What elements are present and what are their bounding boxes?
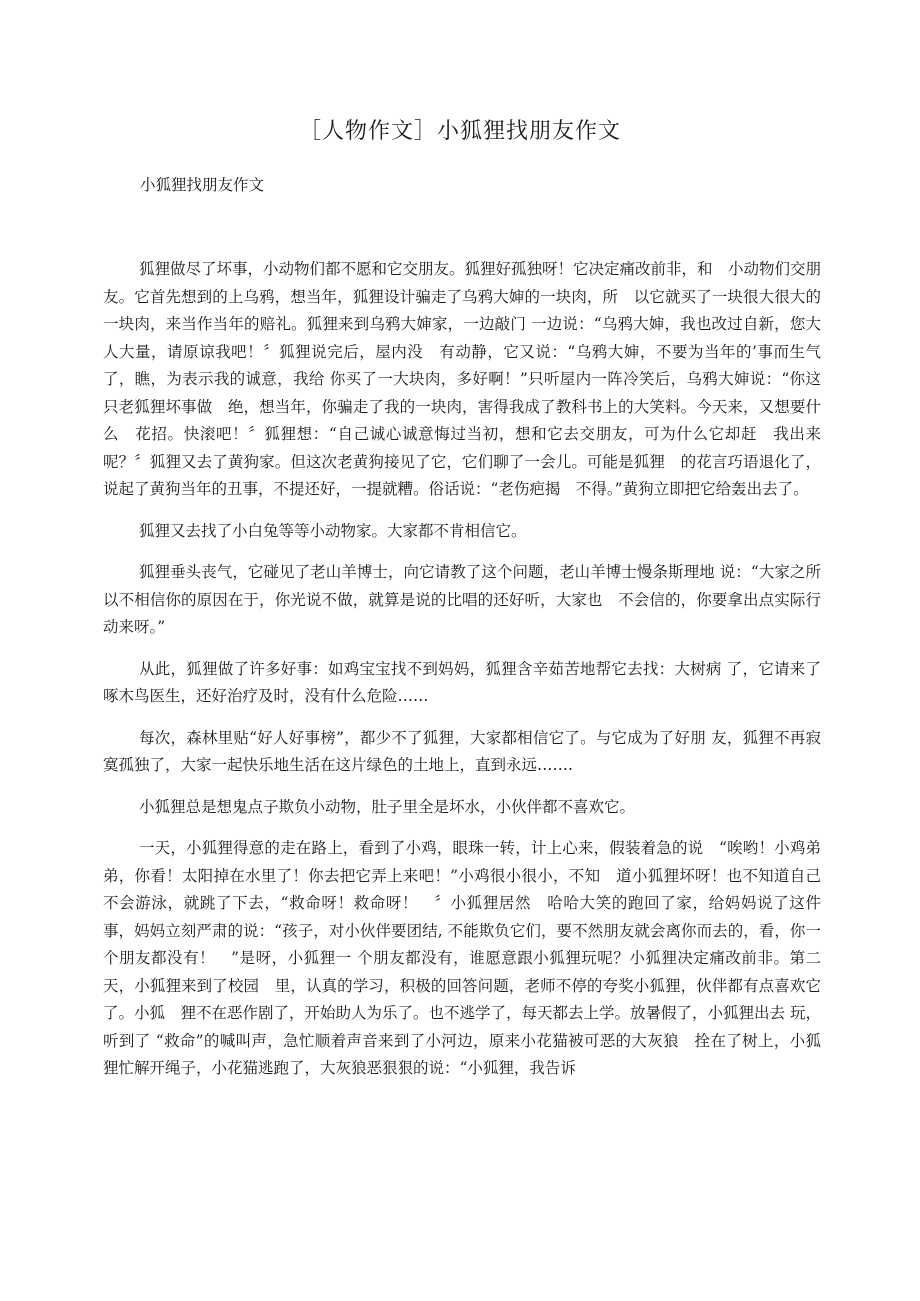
document-subtitle: 小狐狸找朋友作文: [140, 176, 265, 194]
document-body: [103, 256, 821, 1097]
paragraph-1: 狐狸做尽了坏事，小动物们都不愿和它交朋友。狐狸好孤独呀！它决定痛改前非，和 小动物们交朋友。它首先想到的上乌鸦，想当年，狐狸设计骗走了乌鸦大婶的一块肉，所 以它就买了一块很大很大的一块肉，来当作当年的赔礼。狐狸来到乌鸦大婶家，一边敲门 一边说：“乌鸦大婶，我也改过自新，您大人大量，请原谅我吧！〞狐狸说完后，屋内没 有动静，它又说：“乌鸦大婶，不要为当年的’事而生气了，瞧，为表示我的诚意，我给 你买了一大块肉，多好啊！”只听屋内一阵冷笑后，乌鸦大婶说：“你这只老狐狸坏事做 绝，想当年，你骗走了我的一块肉，害得我成了教科书上的大笑料。今天来，又想要什么 花招。快滚吧！〞狐狸想：“自己诚心诚意悔过当初，想和它去交朋友，可为什么它却赶 我出来呢？〞狐狸又去了黄狗家。但这次老黄狗接见了它，它们聊了一会儿。可能是狐狸 的花言巧语退化了，说起了黄狗当年的丑事，不提还好，一提就糟。俗话说：“老伤疤揭 不得。”黄狗立即把它给轰出去了。: [103, 260, 822, 498]
paragraph-6: 小狐狸总是想鬼点子欺负小动物，肚子里全是坏水，小伙伴都不喜欢它。: [139, 797, 636, 816]
paragraph-4: 从此，狐狸做了许多好事：如鸡宝宝找不到妈妈，狐狸含辛茹苦地帮它去找：大树病 了，它请来了啄木鸟医生，还好治疗及时，没有什么危险……: [103, 659, 821, 705]
paragraph-5: 每次，森林里贴“好人好事榜”，都少不了狐狸，大家都相信它了。与它成为了好朋 友，狐狸不再寂寞孤独了，大家一起快乐地生活在这片绿色的土地上，直到永远…….: [103, 728, 821, 774]
paragraph-7: 一天，小狐狸得意的走在路上，看到了小鸡，眼珠一转，计上心来，假装着急的说 “唉哟！小鸡弟弟，你看！太阳掉在水里了！你去把它弄上来吧！”小鸡很小很小，不知 道小狐狸坏呀！也不知道自己不会游泳，就跳了下去，“救命呀！救命呀！ 〞小狐狸居然 哈哈大笑的跑回了家，给妈妈说了这件事，妈妈立刻严肃的说：“孩子，对小伙伴要团结, 不能欺负它们，要不然朋友就会离你而去的，看，你一个朋友都没有！ ”是呀，小狐狸一 个朋友都没有，谁愿意跟小狐狸玩呢？小狐狸决定痛改前非。第二天，小狐狸来到了校园 里，认真的学习，积极的回答问题，老师不停的夸奖小狐狸，伙伴都有点喜欢它了。小狐 狸不在恶作剧了，开始助人为乐了。也不逃学了，每天都去上学。放暑假了，小狐狸出去 玩，听到了 “救命”的喊叫声，急忙顺着声音来到了小河边，原来小花猫被可恶的大灰狼 拴在了树上，小狐狸忙解开绳子，小花猫逃跑了，大灰狼恶狠狠的说：“小狐狸，我告诉: [103, 839, 821, 1077]
document-title: ［人物作文］小狐狸找朋友作文: [298, 119, 621, 144]
paragraph-3: 狐狸垂头丧气，它碰见了老山羊博士，向它请教了这个问题，老山羊博士慢条斯理地 说：“大家之所以不相信你的原因在于，你光说不做，就算是说的比唱的还好听，大家也 不会信的，你要拿出点实际行动来呀。”: [103, 563, 821, 636]
paragraph-2: 狐狸又去找了小白兔等等小动物家。大家都不肯相信它。: [139, 521, 527, 540]
